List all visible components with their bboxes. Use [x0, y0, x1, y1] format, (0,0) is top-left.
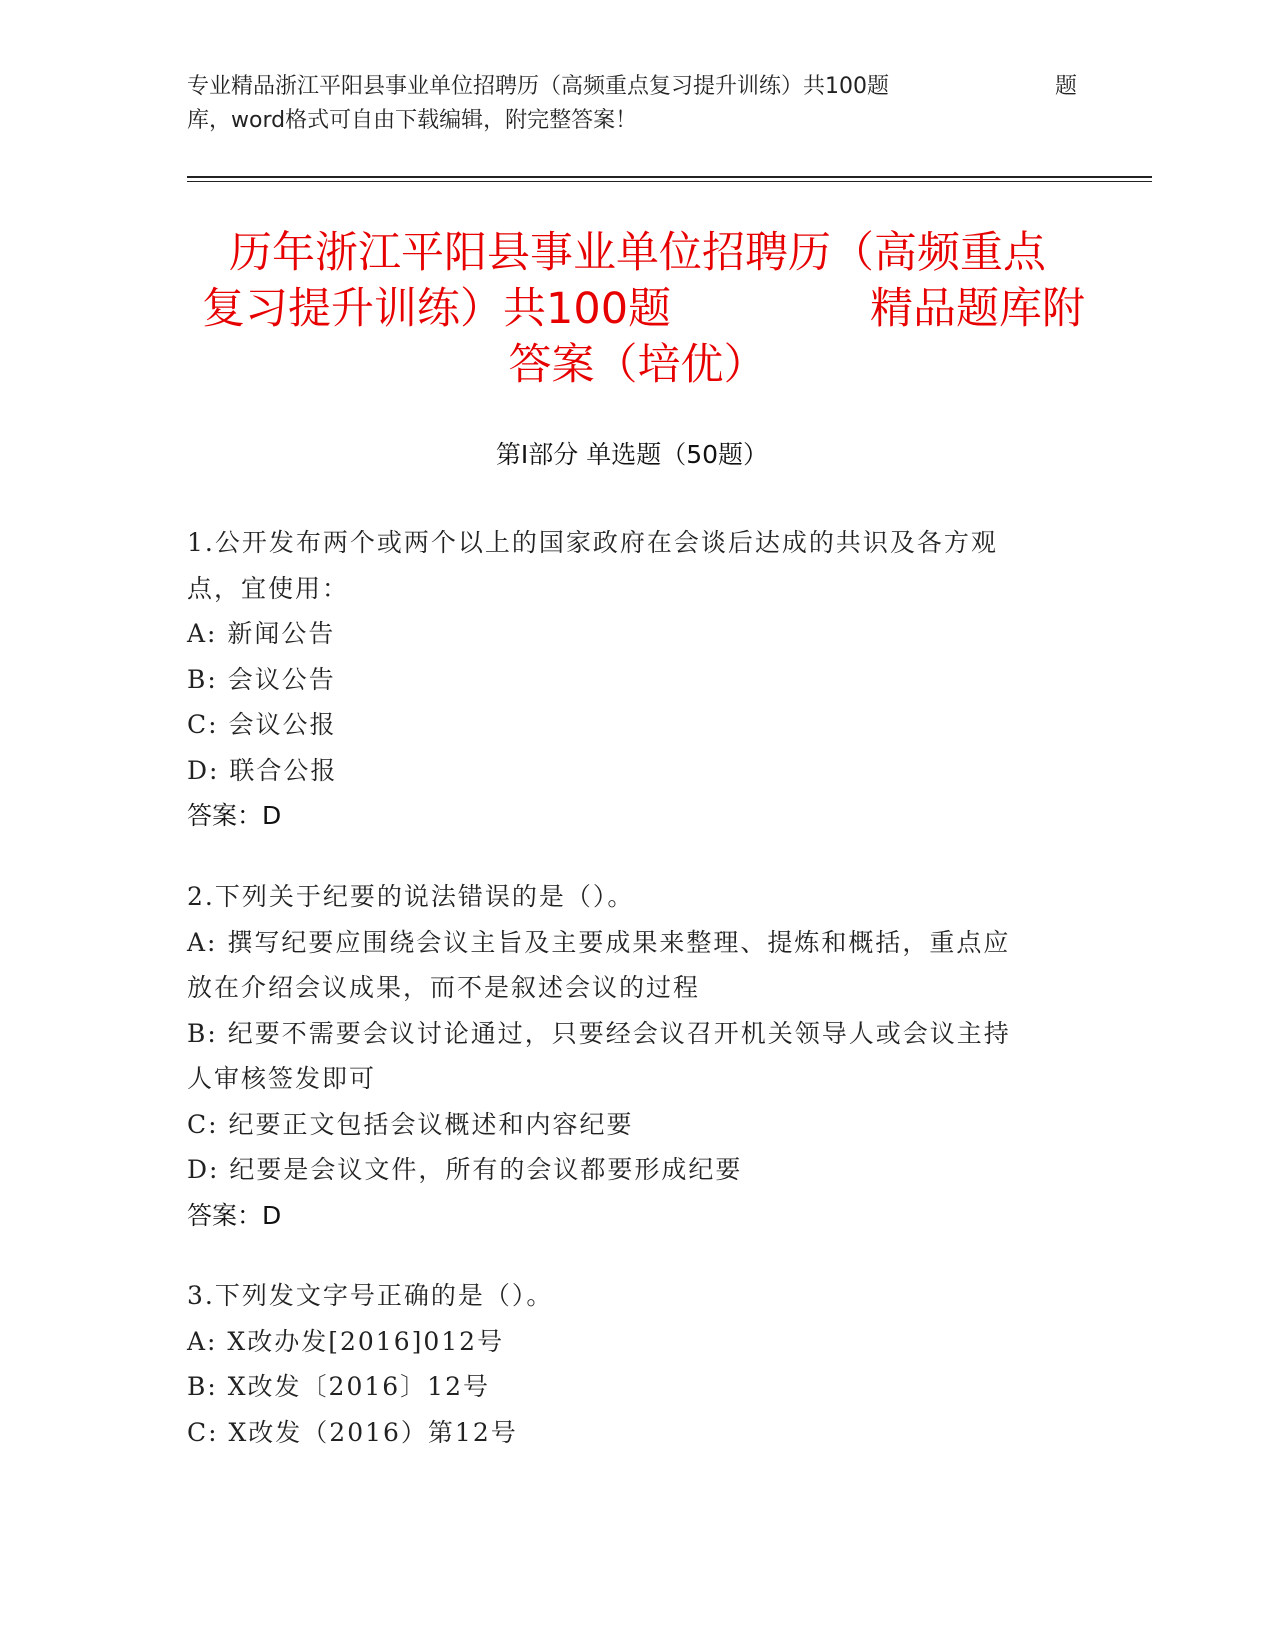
page-header: [187, 70, 1077, 138]
header-divider-thin: [187, 181, 1152, 182]
header-text-left: 专业精品浙江平阳县事业单位招聘历（高频重点复习提升训练）共100题: [187, 74, 889, 99]
section-heading: 第Ⅰ部分 单选题（50题）: [495, 440, 769, 469]
answer: 答案：D: [187, 1200, 282, 1230]
option-a-continued: 放在介绍会议成果，而不是叙述会议的过程: [187, 973, 701, 1002]
header-divider-thick: [187, 176, 1152, 178]
question-stem: 2.下列关于纪要的说法错误的是（）。: [187, 882, 635, 911]
answer: 答案：D: [187, 801, 282, 830]
option-b-continued: 人审核签发即可: [187, 1064, 377, 1093]
title-line-3: 答案（培优）: [508, 340, 767, 390]
title-line-2: [190, 281, 1085, 337]
option-b: B: 纪要不需要会议讨论通过，只要经会议召开机关领导人或会议主持: [187, 1018, 1011, 1048]
option-c: C: 纪要正文包括会议概述和内容纪要: [187, 1109, 634, 1139]
option-c: C: X改发（2016）第12号: [187, 1417, 518, 1447]
title-line-2-right: 精品题库附: [870, 284, 1085, 334]
option-b: B: 会议公告: [187, 664, 336, 694]
question-stem: 1.公开发布两个或两个以上的国家政府在会谈后达成的共识及各方观: [187, 528, 998, 557]
option-b: B: X改发〔2016〕12号: [187, 1372, 490, 1401]
question-3: [187, 1273, 1077, 1455]
option-a: A: X改办发[2016]012号: [187, 1326, 505, 1356]
option-d: D: 纪要是会议文件，所有的会议都要形成纪要: [187, 1155, 743, 1184]
question-2: [187, 874, 1077, 1238]
title-line-2-left: 复习提升训练）共100题: [202, 284, 672, 334]
title-line-1: 历年浙江平阳县事业单位招聘历（高频重点: [229, 228, 1046, 278]
question-1: [187, 520, 1077, 839]
question-stem: 3.下列发文字号正确的是（）。: [187, 1281, 554, 1310]
option-c: C: 会议公报: [187, 710, 337, 739]
header-text-right: 题: [1054, 74, 1077, 99]
document-title: [190, 225, 1085, 393]
option-a: A: 新闻公告: [187, 619, 336, 648]
header-line-2: 库，word格式可自由下载编辑，附完整答案！: [187, 108, 638, 133]
option-a: A: 撰写纪要应围绕会议主旨及主要成果来整理、提炼和概括，重点应: [187, 927, 1011, 957]
header-line-1: [187, 70, 1077, 104]
question-stem-continued: 点，宜使用：: [187, 573, 350, 603]
option-d: D: 联合公报: [187, 755, 338, 785]
